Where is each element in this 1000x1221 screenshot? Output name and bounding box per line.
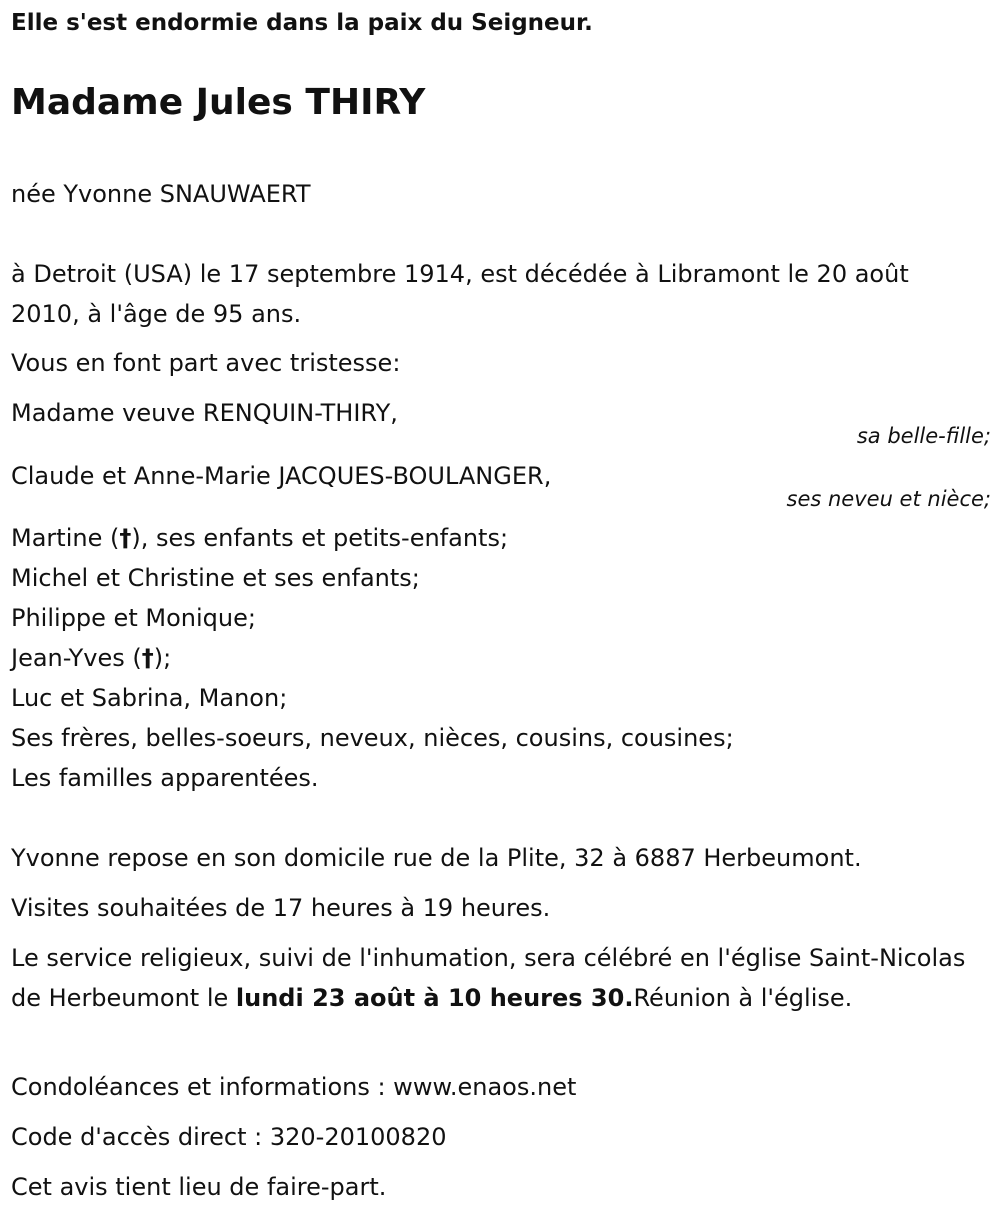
list-item: Ses frères, belles-soeurs, neveux, nièces, cousins, cousines; <box>11 724 734 752</box>
list-item <box>11 638 734 678</box>
mourner-role-1: sa belle-fille; <box>856 424 991 448</box>
repose-info: Yvonne repose en son domicile rue de la Plite, 32 à 6887 Herbeumont. <box>11 844 862 872</box>
list-item: Les familles apparentées. <box>11 764 319 792</box>
deceased-name: Madame Jules THIRY <box>11 82 426 123</box>
list-item: Luc et Sabrina, Manon; <box>11 684 288 712</box>
relatives-list <box>11 518 734 798</box>
mourner-name-1: Madame veuve RENQUIN-THIRY, <box>11 399 398 427</box>
service-info <box>11 938 971 1018</box>
condolences-info: Condoléances et informations : www.enaos.net <box>11 1073 577 1101</box>
relative-jeanyves-after: ); <box>153 644 172 672</box>
relative-martine-before: Martine ( <box>11 524 120 552</box>
access-code: Code d'accès direct : 320-20100820 <box>11 1123 447 1151</box>
relative-jeanyves-before: Jean-Yves ( <box>11 644 142 672</box>
service-date: lundi 23 août à 10 heures 30. <box>235 984 634 1012</box>
announcement: Vous en font part avec tristesse: <box>11 349 401 377</box>
maiden-name: née Yvonne SNAUWAERT <box>11 180 311 208</box>
relative-martine-after: ), ses enfants et petits-enfants; <box>131 524 509 552</box>
visits-info: Visites souhaitées de 17 heures à 19 heures. <box>11 894 551 922</box>
list-item: Philippe et Monique; <box>11 604 256 632</box>
cross-icon: † <box>141 644 154 672</box>
cross-icon: † <box>119 524 132 552</box>
mourner-name-2: Claude et Anne-Marie JACQUES-BOULANGER, <box>11 462 552 490</box>
list-item <box>11 518 734 558</box>
closing-line: Cet avis tient lieu de faire-part. <box>11 1173 387 1201</box>
mourner-role-2: ses neveu et nièce; <box>786 487 991 511</box>
birth-death-info: à Detroit (USA) le 17 septembre 1914, est décédée à Libramont le 20 août 2010, à l'âge de 95 ans. <box>11 260 909 328</box>
service-text: Le service religieux, suivi de l'inhumation, sera célébré en l'église Saint-Nicolas de Herbeumont le <box>11 944 966 1012</box>
list-item: Michel et Christine et ses enfants; <box>11 564 420 592</box>
service-meeting: Réunion à l'église. <box>633 984 853 1012</box>
intro-line: Elle s'est endormie dans la paix du Seigneur. <box>11 10 593 36</box>
